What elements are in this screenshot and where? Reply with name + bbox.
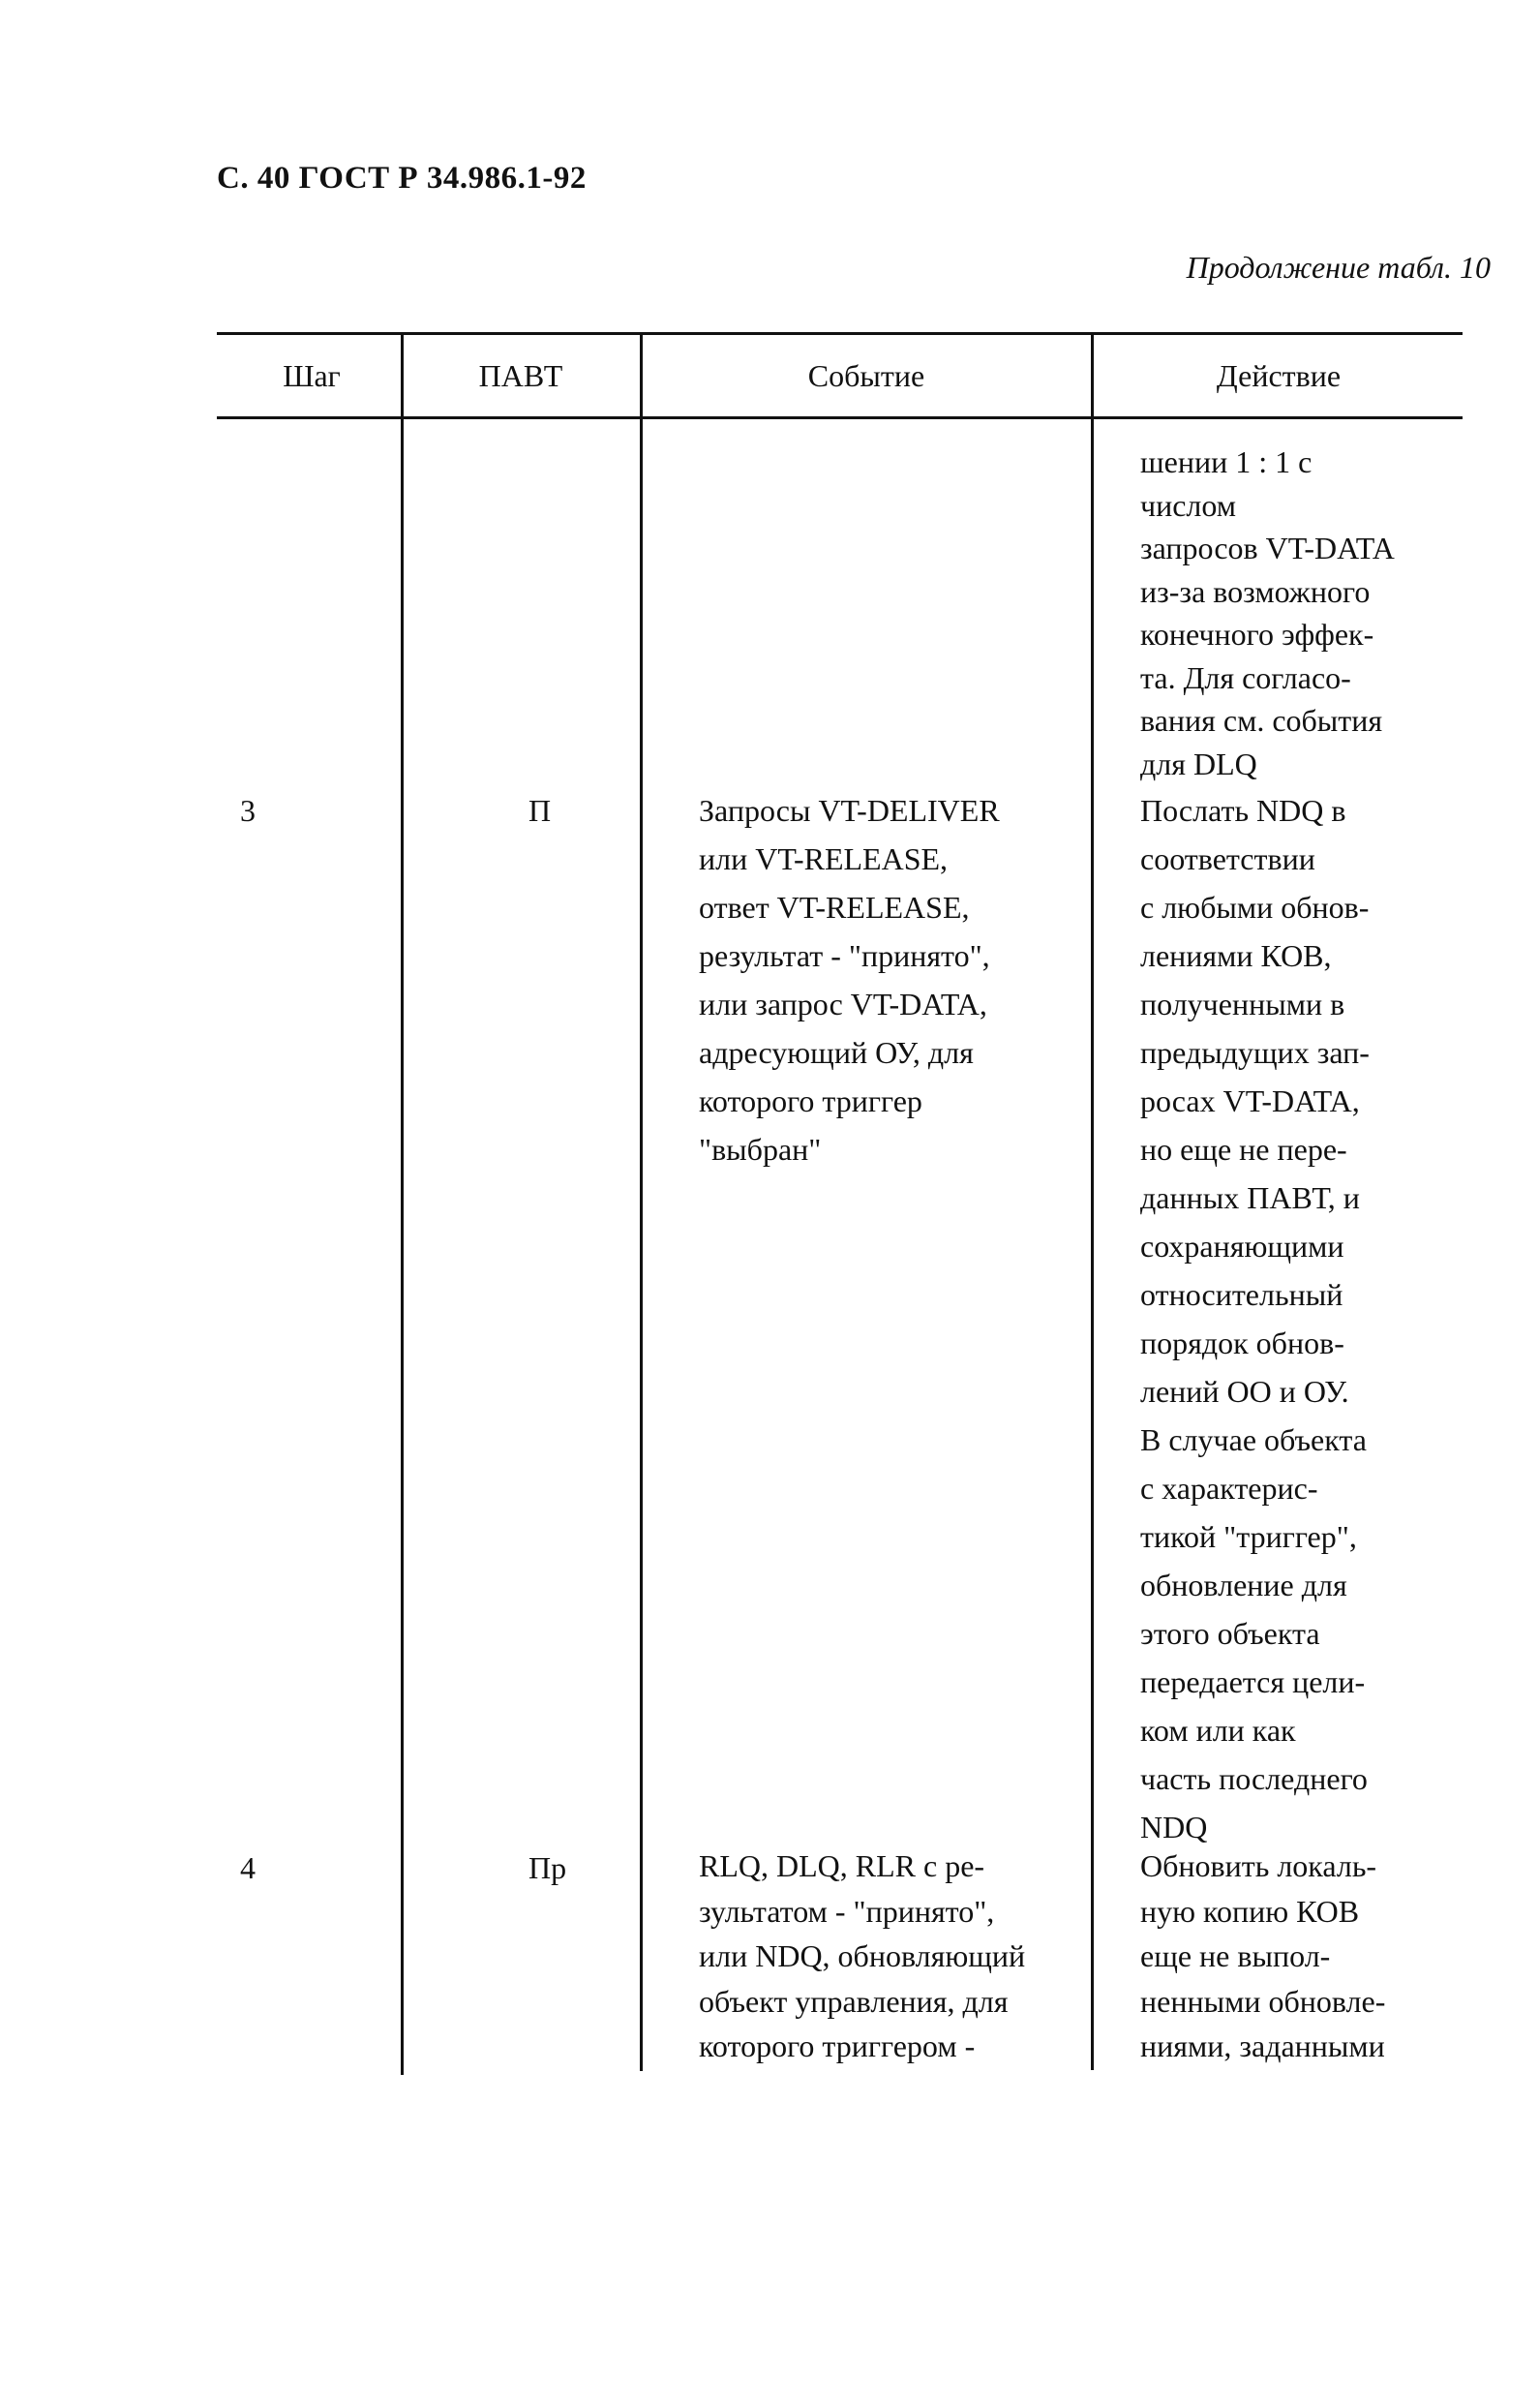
header-action: Действие <box>1216 358 1342 393</box>
text-line: NDQ <box>1140 1810 1208 1844</box>
column-divider-2 <box>640 332 643 2071</box>
text-line: ниями, заданными <box>1140 2028 1385 2063</box>
text-line: адресующий ОУ, для <box>699 1035 974 1070</box>
text-line: для DLQ <box>1140 746 1257 781</box>
text-line: относительный <box>1140 1277 1343 1312</box>
table-header-rule <box>217 416 1463 419</box>
row-3-step: 3 <box>240 793 256 828</box>
text-line: или NDQ, обновляющий <box>699 1938 1026 1973</box>
text-line: ответ VT-RELEASE, <box>699 890 970 925</box>
text-line: числом <box>1140 487 1237 523</box>
text-line: обновление для <box>1140 1568 1347 1602</box>
text-line: часть последнего <box>1140 1761 1368 1796</box>
text-line: но еще не пере- <box>1140 1132 1347 1167</box>
text-line: полученными в <box>1140 987 1345 1021</box>
row-3-pavt: П <box>528 793 552 828</box>
text-line: лениями КОВ, <box>1140 938 1332 973</box>
text-line: этого объекта <box>1140 1616 1320 1651</box>
text-line: тикой "триггер", <box>1140 1519 1357 1554</box>
table-top-rule <box>217 332 1463 335</box>
text-line: объект управления, для <box>699 1983 1009 2019</box>
prev-action-cell <box>1140 441 1395 785</box>
text-line: или запрос VT-DATA, <box>699 987 987 1021</box>
text-line: сохраняющими <box>1140 1229 1344 1264</box>
text-line: соответствии <box>1140 841 1315 876</box>
text-line: конечного эффек- <box>1140 617 1374 652</box>
text-line: с любыми обнов- <box>1140 890 1370 925</box>
text-line: В случае объекта <box>1140 1422 1367 1457</box>
text-line: ненными обновле- <box>1140 1983 1386 2019</box>
text-line: Обновить локаль- <box>1140 1848 1377 1883</box>
text-line: росах VT-DATA, <box>1140 1083 1360 1118</box>
table-continuation-label: Продолжение табл. 10 <box>1186 250 1491 285</box>
column-divider-1 <box>401 332 404 2075</box>
text-line: результат - "принято", <box>699 938 990 973</box>
row-4-action <box>1140 1844 1385 2069</box>
text-line: которого триггером - <box>699 2028 976 2063</box>
page-header: С. 40 ГОСТ Р 34.986.1-92 <box>217 161 587 196</box>
text-line: передается цели- <box>1140 1664 1366 1699</box>
text-line: ную копию КОВ <box>1140 1893 1360 1929</box>
row-4-step: 4 <box>240 1850 256 1885</box>
column-divider-3 <box>1091 332 1094 2070</box>
text-line: Послать NDQ в <box>1140 793 1346 828</box>
header-pavt: ПАВТ <box>478 358 563 393</box>
text-line: RLQ, DLQ, RLR с ре- <box>699 1848 985 1883</box>
text-line: с характерис- <box>1140 1471 1318 1506</box>
text-line: та. Для согласо- <box>1140 659 1351 695</box>
text-line: лений ОО и ОУ. <box>1140 1374 1349 1409</box>
row-3-event <box>699 786 1000 1174</box>
text-line: вания см. события <box>1140 703 1383 738</box>
row-4-pavt: Пр <box>528 1850 567 1885</box>
text-line: еще не выпол- <box>1140 1938 1331 1973</box>
text-line: из-за возможного <box>1140 573 1371 609</box>
text-line: которого триггер <box>699 1083 922 1118</box>
text-line: ком или как <box>1140 1713 1296 1748</box>
text-line: шении 1 : 1 с <box>1140 444 1313 479</box>
header-event: Событие <box>807 358 925 393</box>
row-3-action <box>1140 786 1370 1851</box>
row-4-event <box>699 1844 1025 2069</box>
text-line: зультатом - "принято", <box>699 1893 995 1929</box>
text-line: запросов VT-DATA <box>1140 531 1395 565</box>
text-line: Запросы VT-DELIVER <box>699 793 1000 828</box>
header-step: Шаг <box>283 358 341 393</box>
text-line: "выбран" <box>699 1132 822 1167</box>
text-line: порядок обнов- <box>1140 1326 1344 1360</box>
text-line: предыдущих зап- <box>1140 1035 1370 1070</box>
text-line: данных ПАВТ, и <box>1140 1180 1360 1215</box>
text-line: или VT-RELEASE, <box>699 841 949 876</box>
